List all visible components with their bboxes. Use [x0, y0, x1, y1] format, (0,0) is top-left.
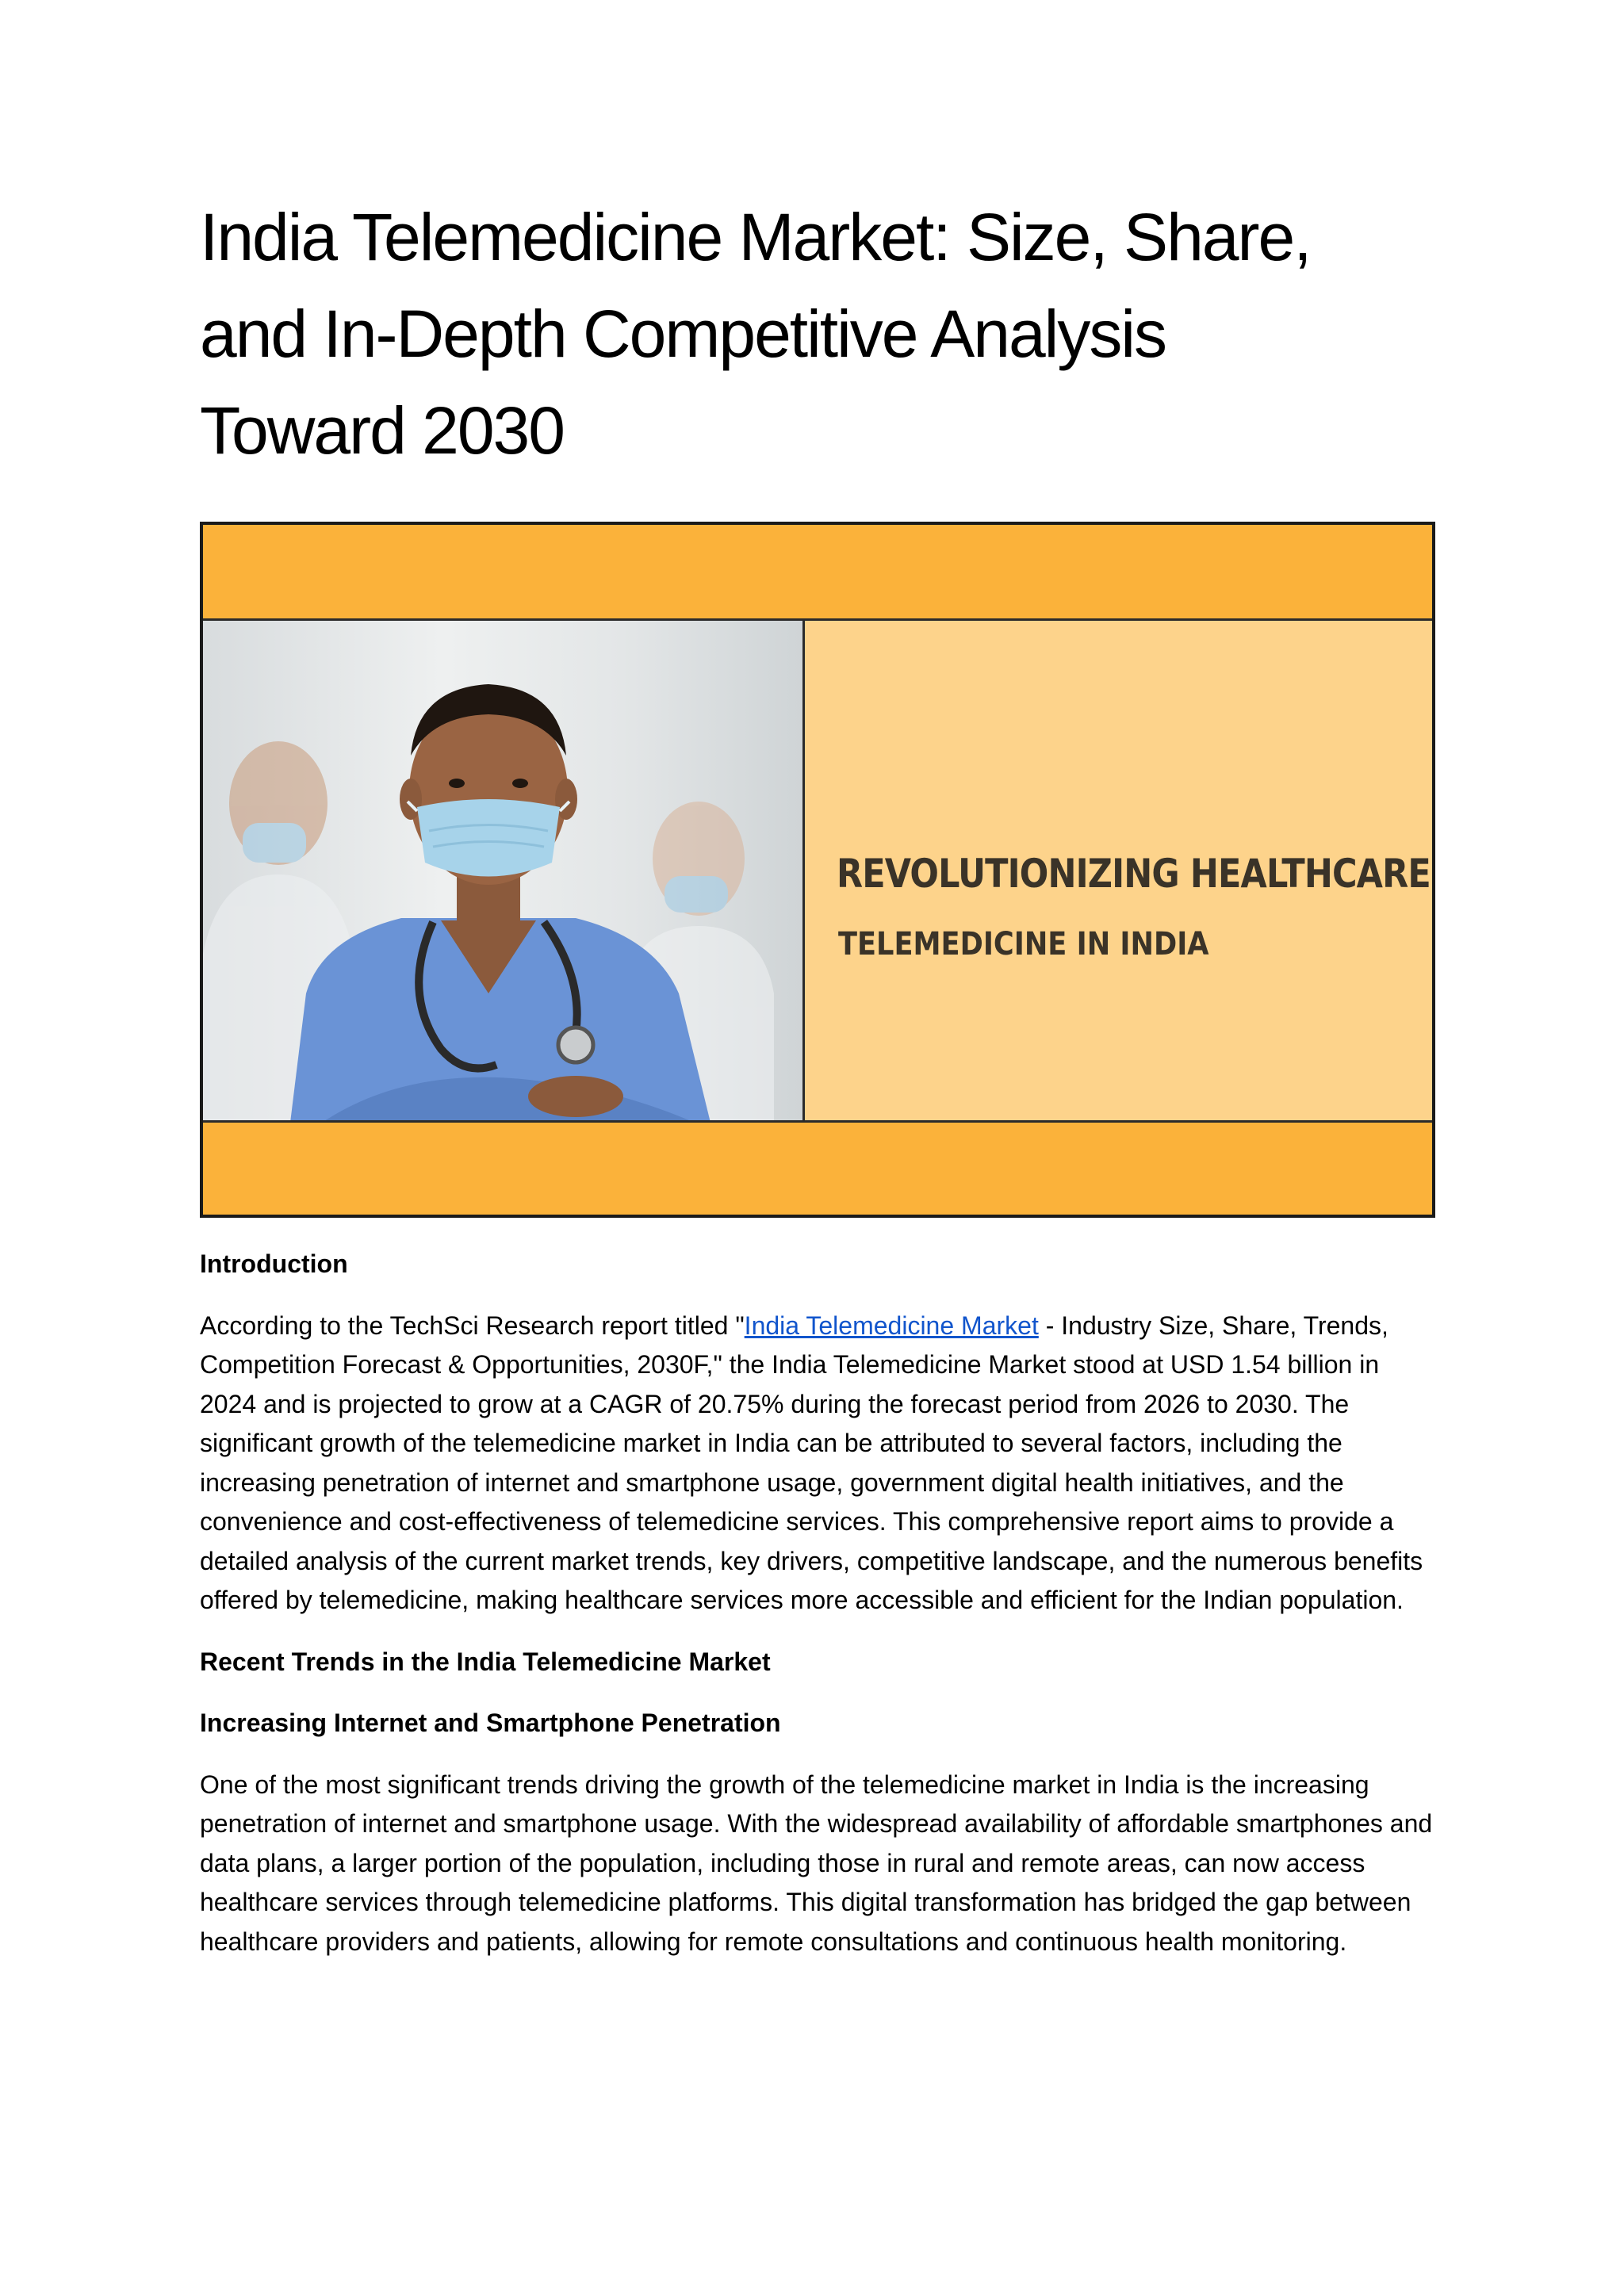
banner-headline: REVOLUTIONIZING HEALTHCARE — [837, 851, 1431, 897]
internet-paragraph: One of the most significant trends driving the growth of the telemedicine market in India is the increasing penetration of internet and smartphone usage. With the widespread availability of affordable smartphones and data plans, a larger portion of the population, including those in rural and remote areas, can now access healthcare services through telemedicine platforms. This digital transformation has bridged the gap between healthcare providers and patients, allowing for remote consultations and continuous health monitoring. — [200, 1770, 1433, 1956]
banner-subline: TELEMEDICINE IN INDIA — [838, 926, 1209, 962]
doctor-photo — [203, 621, 805, 1123]
banner-top-band — [203, 525, 1432, 621]
intro-paragraph — [200, 1307, 1438, 1621]
intro-text-start: According to the TechSci Research report titled " — [200, 1311, 745, 1340]
title-line-2: and In-Depth Competitive Analysis — [200, 297, 1166, 371]
banner-text-panel — [805, 621, 1432, 1123]
title-line-3: Toward 2030 — [200, 393, 564, 468]
banner-bottom-band — [203, 1120, 1432, 1215]
section-heading-recent-trends: Recent Trends in the India Telemedicine Market — [200, 1647, 771, 1676]
title-line-1: India Telemedicine Market: Size, Share, — [200, 200, 1311, 274]
doctor-illustration — [203, 621, 802, 1123]
intro-text-rest: - Industry Size, Share, Trends, Competition Forecast & Opportunities, 2030F," the India Telemedicine Market stood at USD 1.54 billion in 2024 and is projected to grow at a CAGR of 20.75% during the forecast period from 2026 to 2030. The significant growth of the telemedicine market in India can be attributed to several factors, including the increasing penetration of internet and smartphone usage, government digital health initiatives, and the convenience and cost-effectiveness of telemedicine services. This comprehensive report aims to provide a detailed analysis of the current market trends, key drivers, competitive landscape, and the numerous benefits offered by telemedicine, making healthcare services more accessible and efficient for the Indian population. — [200, 1311, 1423, 1614]
report-link[interactable]: India Telemedicine Market — [744, 1311, 1039, 1340]
article-body — [200, 1245, 1438, 1984]
page-title — [200, 189, 1438, 479]
hero-banner-image — [200, 522, 1435, 1218]
face-mask-icon — [417, 799, 560, 877]
section-heading-introduction: Introduction — [200, 1249, 348, 1278]
section-heading-internet-penetration: Increasing Internet and Smartphone Penetration — [200, 1709, 781, 1737]
